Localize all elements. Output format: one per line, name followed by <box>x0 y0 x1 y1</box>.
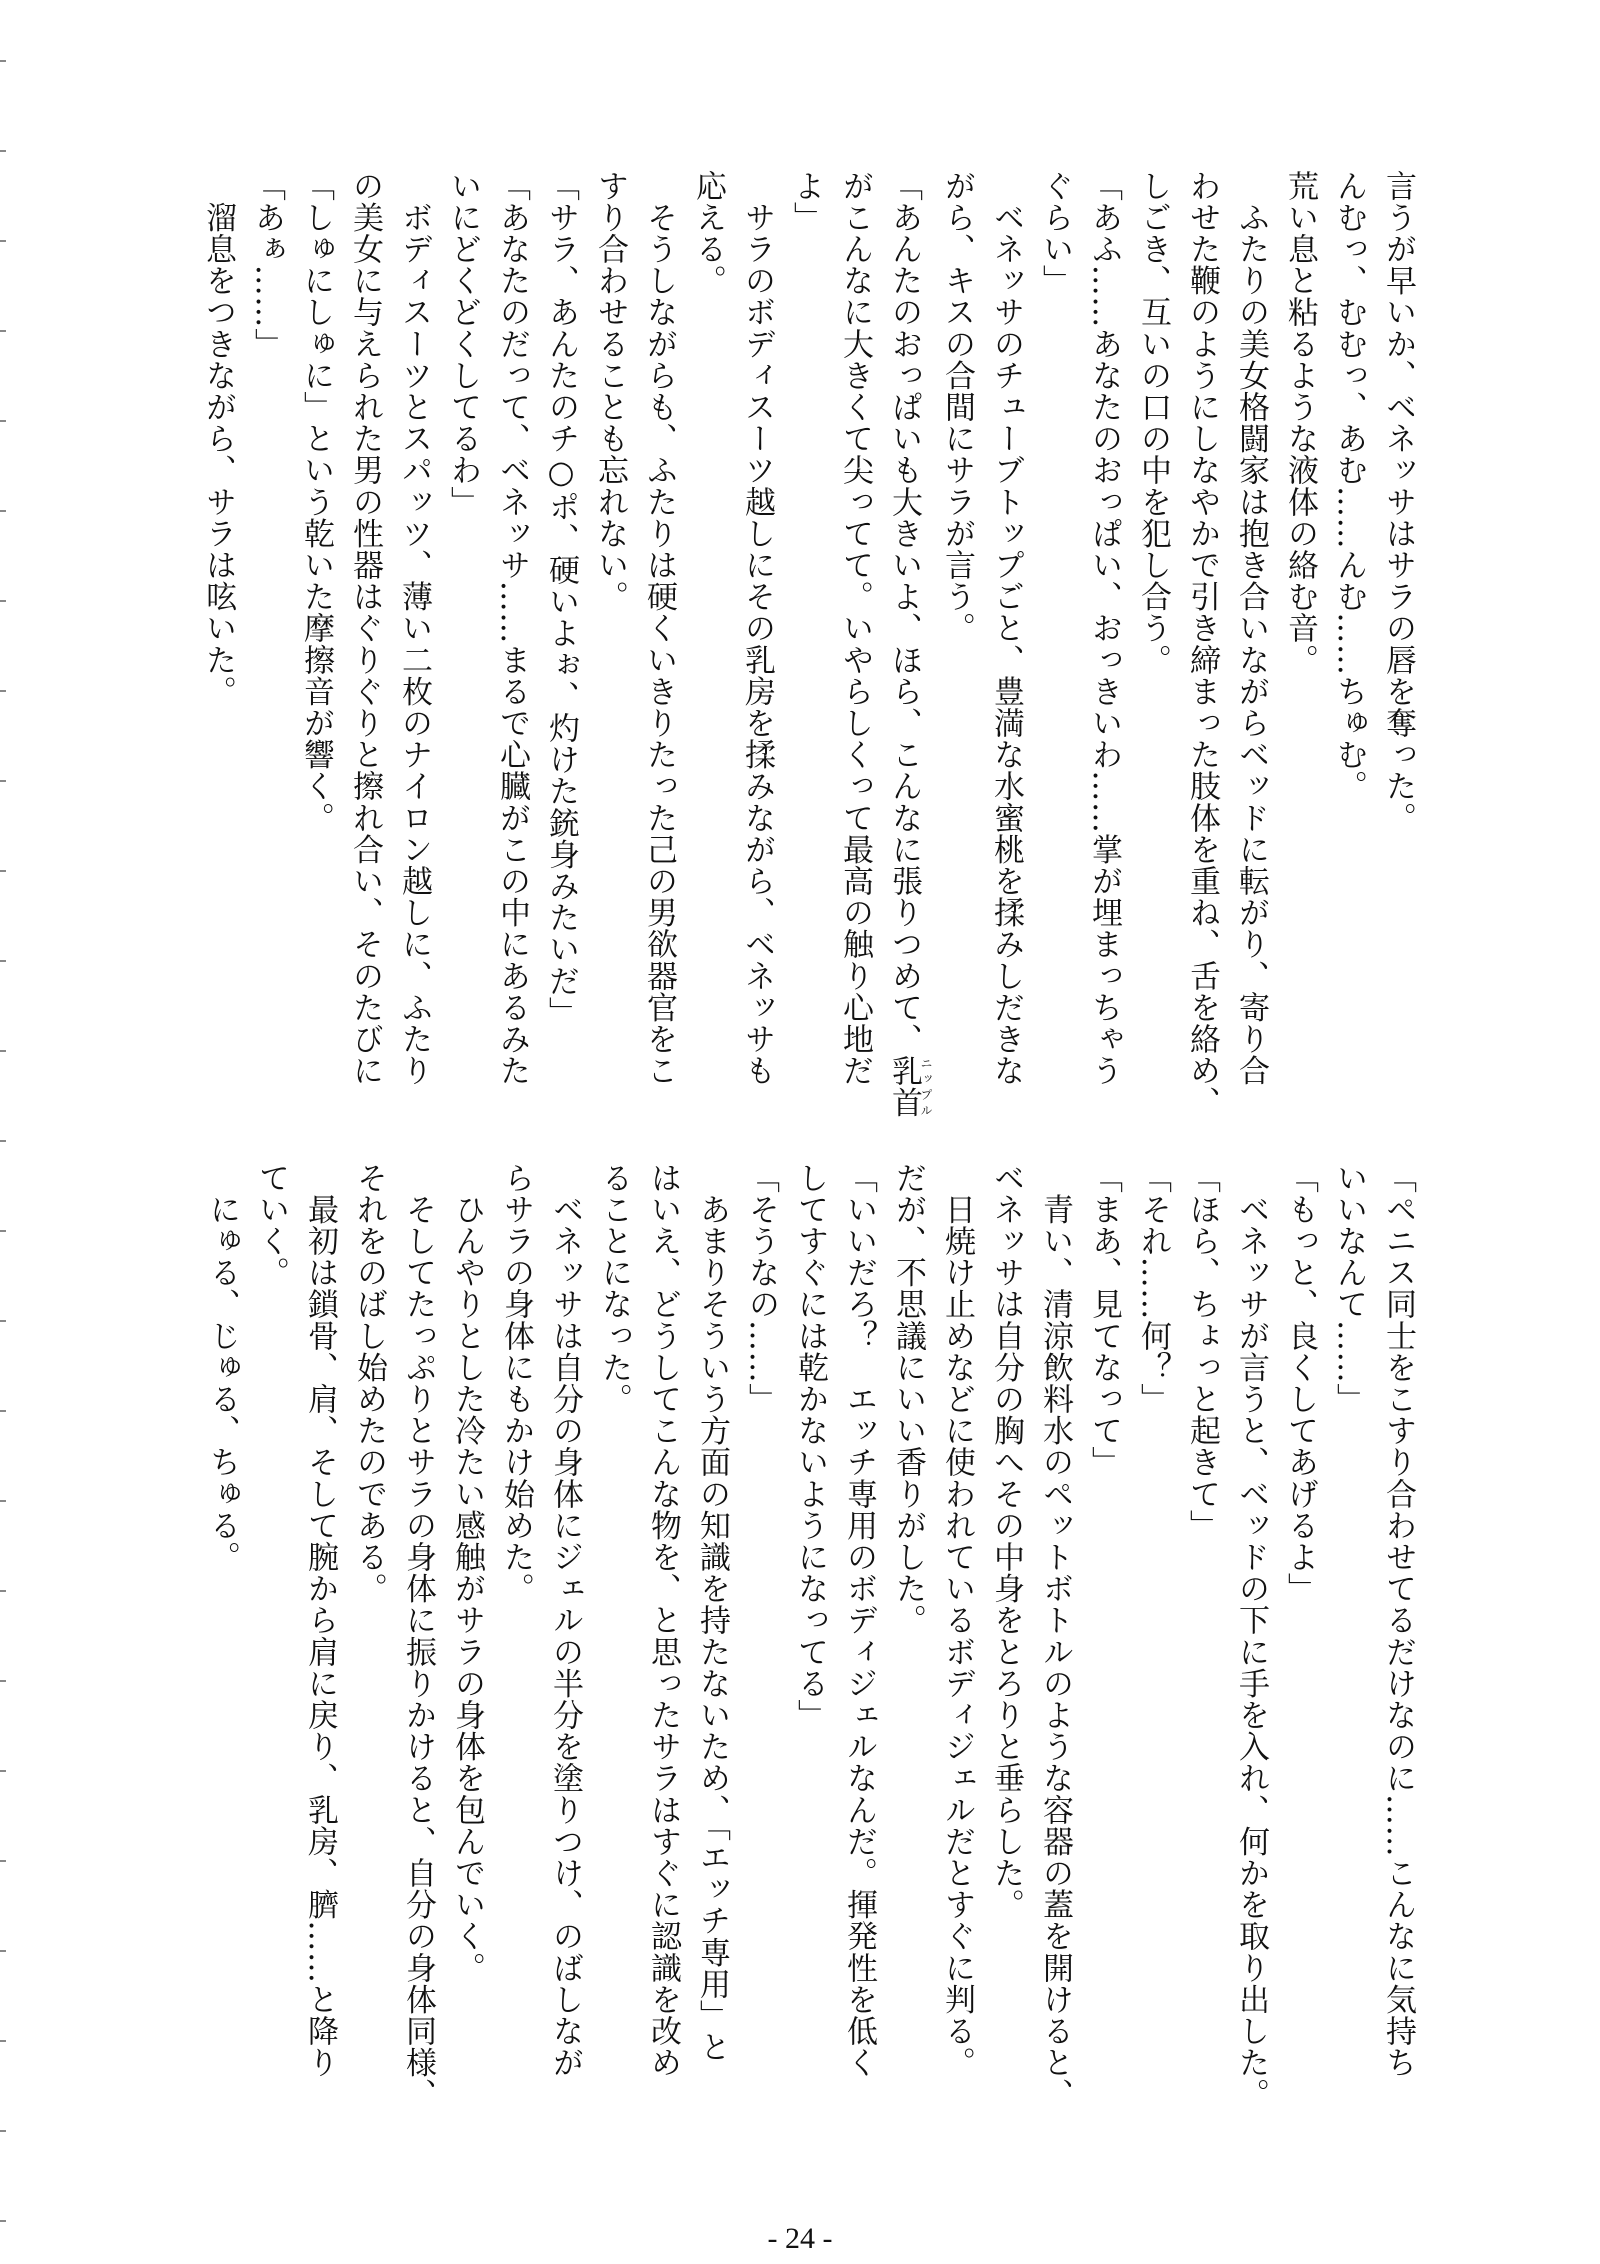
text-line: ベネッサのチューブトップごと、豊満な水蜜桃を揉みしだきな <box>988 170 1024 1087</box>
text-line: すり合わせることも忘れない。 <box>592 170 628 613</box>
text-line: いにどくどくしてるわ」 <box>445 170 481 518</box>
text-line: ボディスーツとスパッツ、薄い二枚のナイロン越しに、ふたり <box>396 170 432 1087</box>
text-line: しごき、互いの口の中を犯し合う。 <box>1135 170 1171 676</box>
text-line: らサラの身体にもかけ始めた。 <box>498 1162 534 1605</box>
text-line: の美女に与えられた男の性器はぐりぐりと擦れ合い、そのたびに <box>347 170 383 1087</box>
ruby-base: 乳首 <box>886 1054 922 1119</box>
text-line: 「もっと、良くしてあげるよ」 <box>1282 1162 1318 1605</box>
text-block-bottom <box>197 1162 1422 2162</box>
text-line: がら、キスの合間にサラが言う。 <box>939 170 975 644</box>
text-line: だが、不思議にいい香りがした。 <box>890 1162 926 1636</box>
text-line: ることになった。 <box>596 1162 632 1415</box>
text-line: それをのばし始めたのである。 <box>351 1162 387 1605</box>
text-line: 「それ……何？」 <box>1135 1162 1171 1415</box>
text-line: ベネッサは自分の胸へその中身をとろりと垂らした。 <box>988 1162 1024 1921</box>
text-line: あまりそういう方面の知識を持たないため、「エッチ専用」と <box>694 1162 730 2063</box>
text-line: 「サラ、あんたのチ○ポ、硬いよぉ、灼けた銃身みたいだ」 <box>543 170 579 1029</box>
text-line: そしてたっぷりとサラの身体に振りかけると、自分の身体同様、 <box>400 1162 436 2110</box>
text-line: 「ペニス同士をこすり合わせてるだけなのに……こんなに気持ち <box>1380 1162 1416 2079</box>
ruby-word <box>886 1054 933 1119</box>
ruby-reading: ニップル <box>919 1054 933 1118</box>
text-line: 溜息をつきながら、サラは呟いた。 <box>200 170 236 708</box>
text-line: 最初は鎖骨、肩、そして腕から肩に戻り、乳房、臍……と降り <box>302 1162 338 2079</box>
text-line: 言うが早いか、ベネッサはサラの唇を奪った。 <box>1380 170 1416 834</box>
text-line: がこんなに大きくて尖ってて。いやらしくって最高の触り心地だ <box>837 170 873 1087</box>
text-line: サラのボディスーツ越しにその乳房を揉みながら、ベネッサも <box>739 170 775 1087</box>
text-line: 荒い息と粘るような液体の絡む音。 <box>1282 170 1318 676</box>
text-line: はいえ、どうしてこんな物を、と思ったサラはすぐに認識を改め <box>645 1162 681 2079</box>
text-line: 日焼け止めなどに使われているボディジェルだとすぐに判る。 <box>939 1162 975 2079</box>
text-line: 「あふ……あなたのおっぱい、おっきいわ……掌が埋まっちゃう <box>1086 170 1122 1087</box>
text-line: ていく。 <box>253 1162 289 1289</box>
text-line: 青い、清涼飲料水のペットボトルのような容器の蓋を開けると、 <box>1037 1162 1073 2110</box>
text-line: んむっ、むむっ、あむ……んむ……ちゅむ。 <box>1331 170 1367 802</box>
text-block-top <box>193 170 1422 1130</box>
text-line: 「まあ、見てなって」 <box>1086 1162 1122 1478</box>
text-line: そうしながらも、ふたりは硬くいきりたった己の男欲器官をこ <box>641 170 677 1087</box>
text-line: 「あぁ……」 <box>249 170 285 360</box>
text-line: 「しゅにしゅに」という乾いた摩擦音が響く。 <box>298 170 334 834</box>
text-line: いいなんて……」 <box>1331 1162 1367 1415</box>
text-line: 「あなたのだって、ベネッサ……まるで心臓がこの中にあるみた <box>494 170 530 1087</box>
ruby-line-prefix: 「あんたのおっぱいも大きいよ、ほら、こんなに張りつめて、 <box>886 170 922 1055</box>
text-line: ふたりの美女格闘家は抱き合いながらベッドに転がり、寄り合 <box>1233 170 1269 1087</box>
text-line-with-ruby <box>879 170 932 1130</box>
text-line: 「ほら、ちょっと起きて」 <box>1184 1162 1220 1542</box>
text-line: ひんやりとした冷たい感触がサラの身体を包んでいく。 <box>449 1162 485 1984</box>
text-line: 「いいだろ？ エッチ専用のボディジェルなんだ。揮発性を低く <box>841 1162 877 2079</box>
text-line: ベネッサは自分の身体にジェルの半分を塗りつけ、のばしなが <box>547 1162 583 2079</box>
page-number: - 24 - <box>767 2222 833 2255</box>
text-line: 応える。 <box>690 170 726 297</box>
text-line: にゅる、じゅる、ちゅる。 <box>204 1162 240 1573</box>
text-line: よ」 <box>788 170 824 234</box>
text-line: わせた鞭のようにしなやかで引き締まった肢体を重ね、舌を絡め、 <box>1184 170 1220 1118</box>
scan-edge-marks <box>0 0 6 2264</box>
text-line: してすぐには乾かないようになってる」 <box>792 1162 828 1731</box>
text-line: ベネッサが言うと、ベッドの下に手を入れ、何かを取り出した。 <box>1233 1162 1269 2110</box>
text-line: ぐらい」 <box>1037 170 1073 297</box>
text-line: 「そうなの……」 <box>743 1162 779 1415</box>
